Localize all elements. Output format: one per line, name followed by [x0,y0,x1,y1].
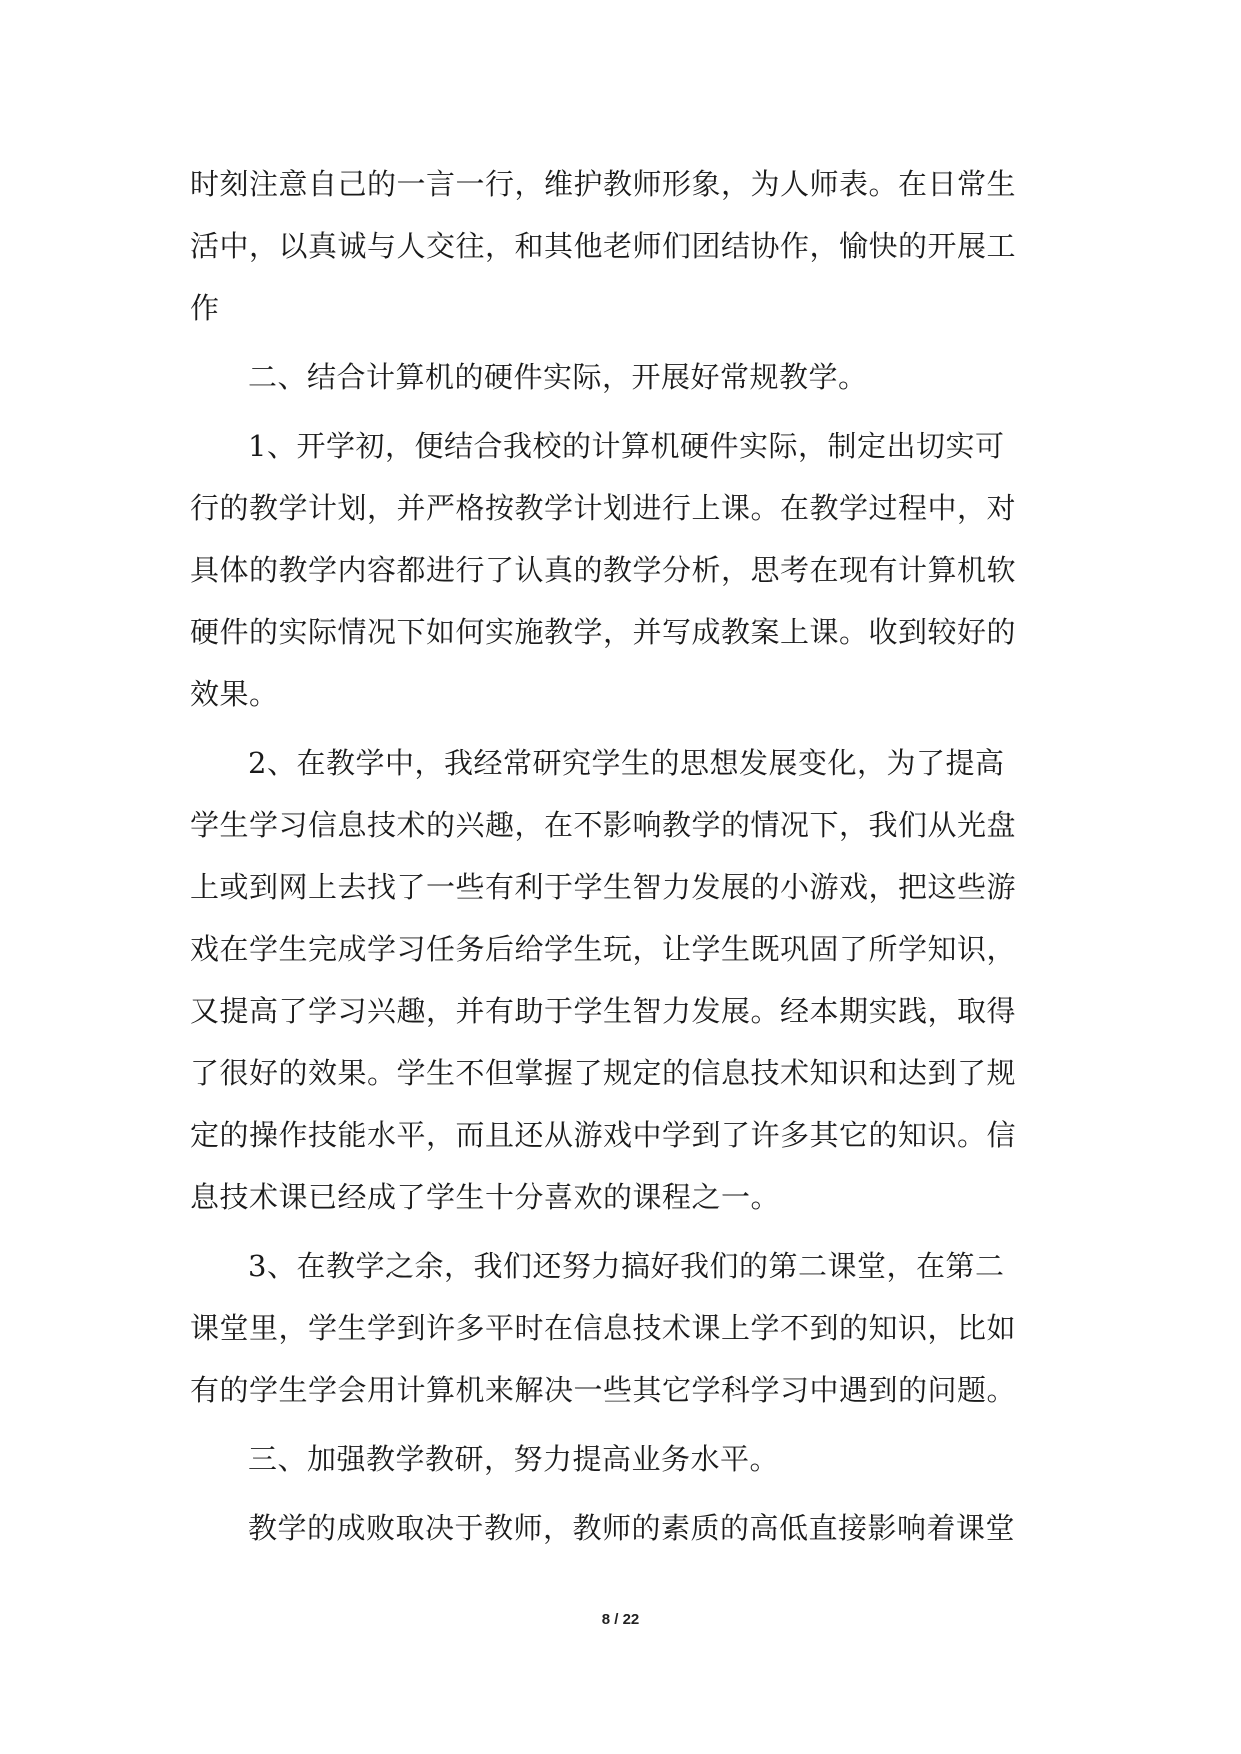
body-line: 活中，以真诚与人交往，和其他老师们团结协作，愉快的开展工 [190,229,1017,263]
body-line: 行的教学计划，并严格按教学计划进行上课。在教学过程中，对 [190,491,1017,525]
section-heading: 三、加强教学教研，努力提高业务水平。 [248,1442,780,1476]
body-line: 息技术课已经成了学生十分喜欢的课程之一。 [190,1180,781,1214]
body-line: 效果。 [190,677,279,711]
body-line: 1、开学初，便结合我校的计算机硬件实际，制定出切实可 [248,429,1005,463]
body-line: 时刻注意自己的一言一行，维护教师形象，为人师表。在日常生 [190,167,1017,201]
body-line: 定的操作技能水平，而且还从游戏中学到了许多其它的知识。信 [190,1118,1017,1152]
body-line: 了很好的效果。学生不但掌握了规定的信息技术知识和达到了规 [190,1056,1017,1090]
body-line: 又提高了学习兴趣，并有助于学生智力发展。经本期实践，取得 [190,994,1017,1028]
body-line: 课堂里，学生学到许多平时在信息技术课上学不到的知识，比如 [190,1311,1017,1345]
body-line: 教学的成败取决于教师，教师的素质的高低直接影响着课堂 [248,1511,1016,1545]
body-line: 硬件的实际情况下如何实施教学，并写成教案上课。收到较好的 [190,615,1017,649]
body-line: 戏在学生完成学习任务后给学生玩，让学生既巩固了所学知识， [190,932,1017,966]
section-heading: 二、结合计算机的硬件实际，开展好常规教学。 [248,360,868,394]
body-line: 2、在教学中，我经常研究学生的思想发展变化，为了提高 [248,746,1005,780]
body-line: 学生学习信息技术的兴趣，在不影响教学的情况下，我们从光盘 [190,808,1017,842]
body-line: 3、在教学之余，我们还努力搞好我们的第二课堂，在第二 [248,1249,1005,1283]
page-number: 8 / 22 [601,1611,640,1628]
body-line: 有的学生学会用计算机来解决一些其它学科学习中遇到的问题。 [190,1373,1017,1407]
body-line: 作 [190,291,220,325]
body-line: 具体的教学内容都进行了认真的教学分析，思考在现有计算机软 [190,553,1017,587]
body-line: 上或到网上去找了一些有利于学生智力发展的小游戏，把这些游 [190,870,1017,904]
